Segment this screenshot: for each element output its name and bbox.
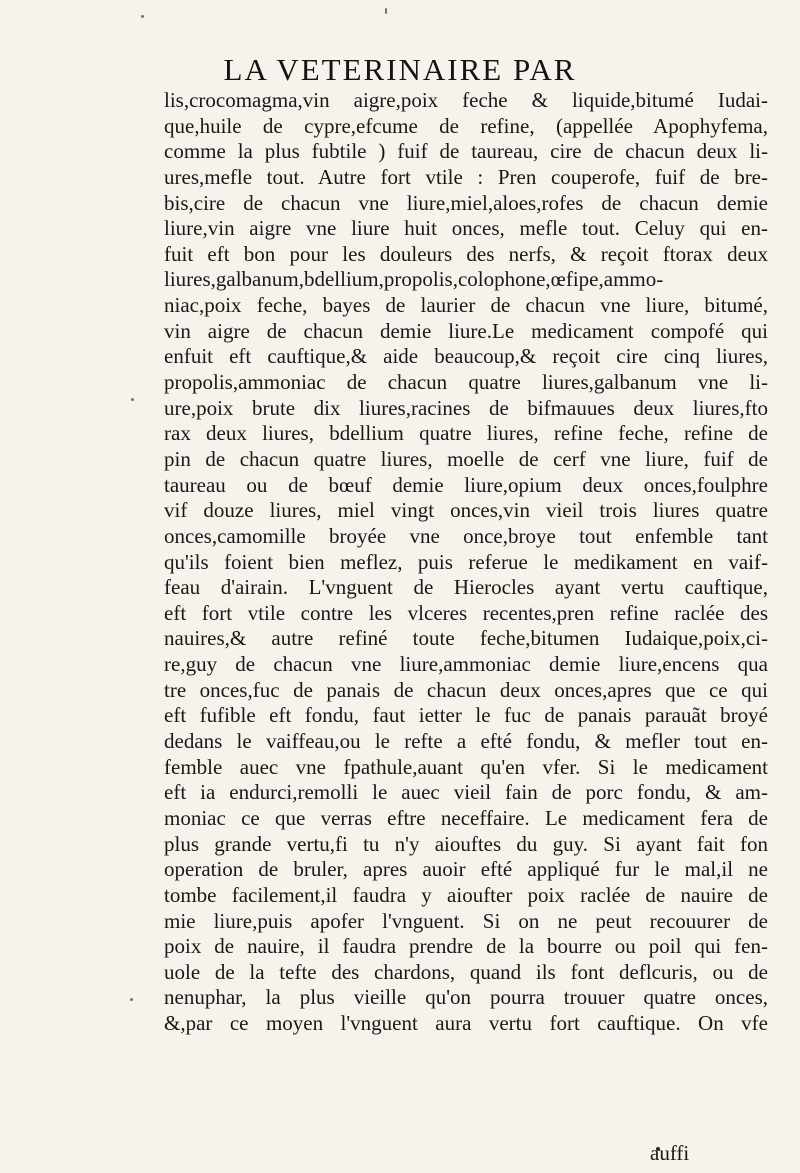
text-line: moniac ce que verras eftre neceffaire. Le medicament fera de bbox=[164, 805, 768, 830]
text-line: rax deux liures, bdellium quatre liures, refine feche, refine de bbox=[164, 421, 768, 446]
ink-speck bbox=[141, 15, 144, 18]
text-line: re,guy de chacun vne liure,ammoniac demie liure,encens qua bbox=[164, 652, 768, 677]
text-line: que,huile de cypre,efcume de refine, (appellée Apophyfema, bbox=[164, 113, 768, 138]
text-line: liure,vin aigre vne liure huit onces, mefle tout. Celuy qui en- bbox=[164, 216, 768, 241]
text-line: vif douze liures, miel vingt onces,vin vieil trois liures quatre bbox=[164, 498, 768, 523]
text-line: pin de chacun quatre liures, moelle de cerf vne liure, fuif de bbox=[164, 446, 768, 471]
text-line: comme la plus fubtile ) fuif de taureau, cire de chacun deux li- bbox=[164, 139, 768, 164]
text-line: nauires,& autre refiné toute feche,bitumen Iudaique,poix,ci- bbox=[164, 626, 768, 651]
ink-speck bbox=[131, 398, 134, 401]
text-line: fuit eft bon pour les douleurs des nerfs, & reçoit ftorax deux bbox=[164, 241, 768, 266]
text-line: qu'ils foient bien meflez, puis referue le medikament en vaif- bbox=[164, 549, 768, 574]
text-line: lis,crocomagma,vin aigre,poix feche & liquide,bitumé Iudai- bbox=[164, 88, 768, 112]
text-line: tombe facilement,il faudra y aioufter poix raclée de nauire de bbox=[164, 882, 768, 907]
text-line: niac,poix feche, bayes de laurier de chacun vne liure, bitumé, bbox=[164, 293, 768, 318]
running-head: LA VETERINAIRE PAR bbox=[223, 52, 577, 87]
text-line: &,par ce moyen l'vnguent aura vertu fort cauftique. On vfe bbox=[164, 1011, 768, 1036]
text-line: feau d'airain. L'vnguent de Hierocles ayant vertu cauftique, bbox=[164, 575, 768, 600]
text-line: bis,cire de chacun vne liure,miel,aloes,rofes de chacun demie bbox=[164, 190, 768, 215]
text-line: poix de nauire, il faudra prendre de la bourre ou poil qui fen- bbox=[164, 934, 768, 959]
body-text bbox=[164, 88, 768, 1037]
text-line: operation de bruler, apres auoir efté appliqué fur le mal,il ne bbox=[164, 857, 768, 882]
text-line: liures,galbanum,bdellium,propolis,colophone,œfipe,ammo- bbox=[164, 267, 664, 292]
text-line: taureau ou de bœuf demie liure,opium deux onces,foulphre bbox=[164, 472, 768, 497]
text-line: eft fufible eft fondu, faut ietter le fuc de panais parauãt broyé bbox=[164, 703, 768, 728]
text-line: propolis,ammoniac de chacun quatre liures,galbanum vne li- bbox=[164, 370, 768, 395]
text-line: dedans le vaiffeau,ou le refte a efté fondu, & mefler tout en- bbox=[164, 729, 768, 754]
ink-speck bbox=[385, 8, 387, 14]
text-line: eft fort vtile contre les vlceres recentes,pren refine raclée des bbox=[164, 600, 768, 625]
ink-speck bbox=[130, 998, 133, 1001]
catchword: auffi bbox=[650, 1141, 690, 1165]
text-line: ures,mefle tout. Autre fort vtile : Pren couperofe, fuif de bre- bbox=[164, 164, 768, 189]
text-line: mie liure,puis apofer l'vnguent. Si on ne peut recouurer de bbox=[164, 908, 768, 933]
text-line: enfuit eft cauftique,& aide beaucoup,& reçoit cire cinq liures, bbox=[164, 344, 768, 369]
text-line: vin aigre de chacun demie liure.Le medicament compofé qui bbox=[164, 318, 768, 343]
text-line: onces,camomille broyée vne once,broye tout enfemble tant bbox=[164, 523, 768, 548]
text-line: eft ia endurci,remolli le auec vieil fain de porc fondu, & am- bbox=[164, 780, 768, 805]
text-line: ure,poix brute dix liures,racines de bifmauues deux liures,fto bbox=[164, 395, 768, 420]
text-line: tre onces,fuc de panais de chacun deux onces,apres que ce qui bbox=[164, 677, 768, 702]
text-line: nenuphar, la plus vieille qu'on pourra trouuer quatre onces, bbox=[164, 985, 768, 1010]
text-line: plus grande vertu,fi tu n'y aiouftes du guy. Si ayant fait fon bbox=[164, 831, 768, 856]
text-line: uole de la tefte des chardons, quand ils font deflcuris, ou de bbox=[164, 959, 768, 984]
text-line: femble auec vne fpathule,auant qu'en vfer. Si le medicament bbox=[164, 754, 768, 779]
